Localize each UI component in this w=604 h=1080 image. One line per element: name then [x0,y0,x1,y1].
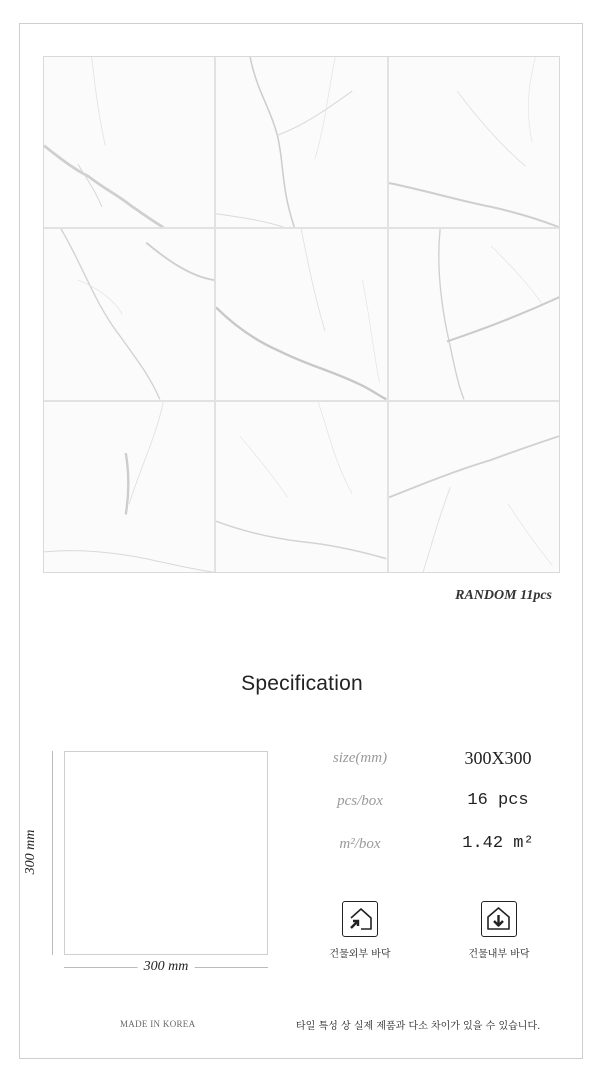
marble-tile [44,402,214,572]
spec-row-pcs [310,787,570,817]
building-exterior-floor-icon [342,901,378,937]
spec-value: 300X300 [464,748,532,768]
tile-size-diagram [64,751,268,955]
marble-tile [389,229,559,399]
tile-pattern-grid [43,56,560,573]
usage-label: 건물외부 바닥 [329,949,391,960]
origin-label: MADE IN KOREA [120,1019,196,1029]
spec-row-size [310,744,570,774]
pattern-caption: RANDOM 11pcs [455,588,552,603]
marble-tile [216,402,386,572]
spec-label: pcs/box [337,793,383,809]
spec-label: m²/box [339,836,381,852]
marble-tile [389,57,559,227]
marble-tile [389,402,559,572]
marble-tile [44,57,214,227]
height-dimension-label: 300 mm [23,826,39,879]
disclaimer-text: 타일 특성 상 실제 제품과 다소 차이가 있을 수 있습니다. [296,1021,541,1032]
spec-row-area [310,830,570,860]
usage-label: 건물내부 바닥 [468,949,530,960]
building-interior-floor-icon [481,901,517,937]
spec-value: 16 pcs [467,791,529,810]
height-dimension-line [52,751,53,955]
marble-tile [216,57,386,227]
marble-tile [216,229,386,399]
width-dimension-label: 300 mm [138,959,195,975]
spec-value: 1.42 m² [462,834,534,853]
marble-tile [44,229,214,399]
specification-title: Specification [241,672,363,695]
spec-label: size(mm) [332,750,388,766]
